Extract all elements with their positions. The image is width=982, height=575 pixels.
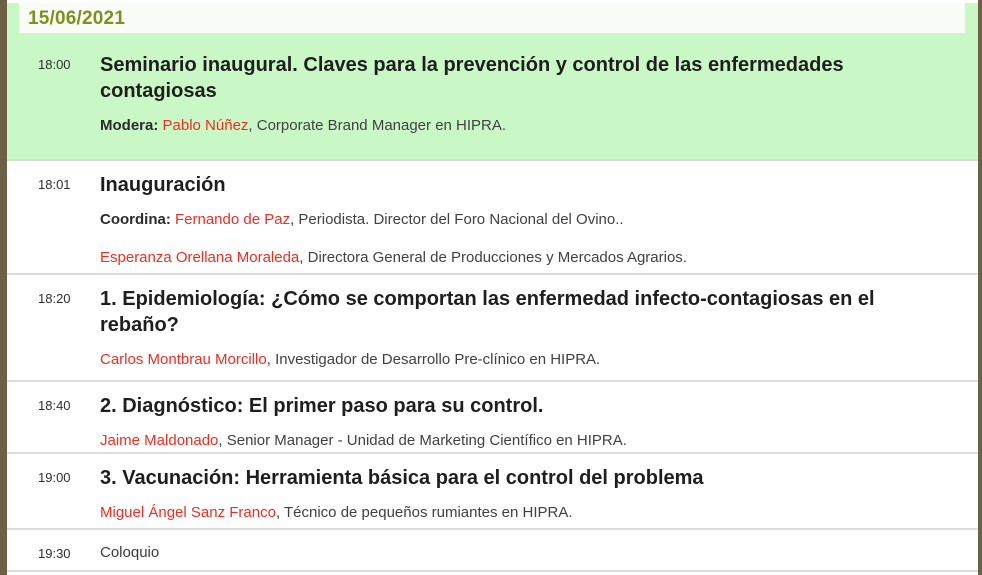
highlighted-day-block [7,3,978,161]
session-row [7,454,978,530]
speaker-role-label: Modera: [100,117,163,134]
speaker-line [100,117,958,134]
speaker-name: Carlos Montbrau Morcillo [100,351,267,368]
session-title: 1. Epidemiología: ¿Cómo se comportan las enfermedad infecto-contagiosas en el rebaño? [100,288,875,336]
day-date: 15/06/2021 [28,8,126,29]
speaker-description: , Periodista. Director del Foro Nacional del Ovino.. [290,211,624,228]
session-title: Seminario inaugural. Claves para la prevención y control de las enfermedades contagiosas [100,54,844,102]
session-row [7,530,978,572]
speaker-line [100,504,958,521]
speaker-name: Jaime Maldonado [100,432,219,449]
speaker-name: Esperanza Orellana Moraleda [100,249,300,266]
session-row [7,275,978,382]
session-row [7,382,978,454]
session-title: Inauguración [100,174,226,196]
speaker-description: , Directora General de Producciones y Mercados Agrarios. [299,249,687,266]
speaker-line [100,211,958,228]
speaker-line [100,351,958,368]
session-title: Coloquio [100,544,160,561]
right-border-bar [978,0,982,575]
session-title: 2. Diagnóstico: El primer paso para su control. [100,395,544,417]
session-time: 19:00 [38,470,71,485]
session-body [100,541,958,570]
date-header-band [19,3,965,33]
speaker-name: Fernando de Paz [175,211,291,228]
session-time: 18:00 [38,57,71,72]
speaker-name: Miguel Ángel Sanz Franco [100,504,276,521]
session-time: 18:01 [38,177,71,192]
speaker-description: , Técnico de pequeños rumiantes en HIPRA. [275,504,573,521]
speaker-line [100,432,958,449]
session-list [7,161,978,572]
session-row [7,161,978,275]
session-body [100,52,958,134]
speaker-role-label: Coordina: [100,211,175,228]
session-time: 19:30 [38,546,71,561]
session-body [100,286,958,380]
speaker-description: , Investigador de Desarrollo Pre-clínico en HIPRA. [266,351,601,368]
session-body [100,172,958,273]
highlight-session-mount [7,33,978,134]
speaker-name: Pablo Núñez [162,117,249,134]
session-time: 18:40 [38,398,71,413]
speaker-description: , Corporate Brand Manager en HIPRA. [248,117,507,134]
session-row [7,33,978,134]
session-body [100,393,958,452]
agenda-content [7,0,978,575]
speaker-line [100,249,958,266]
session-title: 3. Vacunación: Herramienta básica para el control del problema [100,467,704,489]
session-body [100,465,958,528]
speaker-description: , Senior Manager - Unidad de Marketing Científico en HIPRA. [218,432,627,449]
session-time: 18:20 [38,291,71,306]
left-border-bar [0,0,7,575]
